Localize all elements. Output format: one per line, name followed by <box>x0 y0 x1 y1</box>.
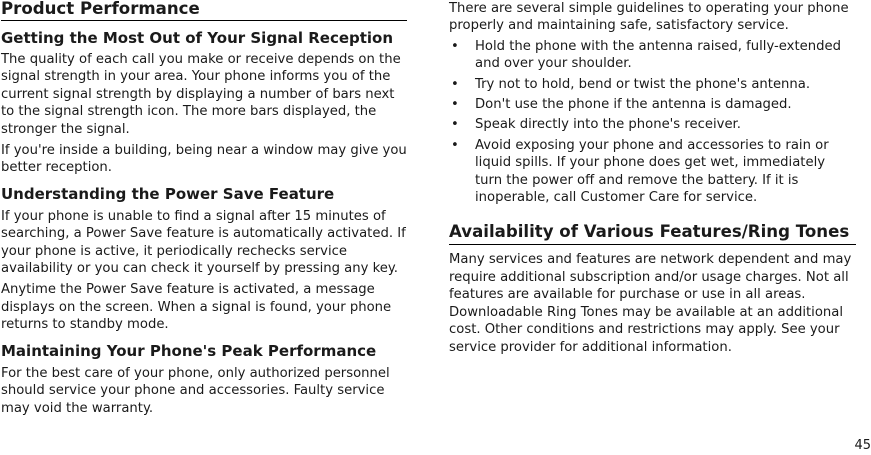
guidelines-list <box>449 38 856 207</box>
section-heading-signal-reception: Getting the Most Out of Your Signal Reception <box>1 29 394 47</box>
list-item-text: Avoid exposing your phone and accessories to rain or liquid spills. If your phone does get wet, immediately turn the power off and remove the battery. If it is inoperable, call Customer Care for service. <box>475 137 829 206</box>
list-item <box>449 38 856 73</box>
list-item <box>449 96 856 113</box>
list-item-text: Speak directly into the phone's receiver. <box>475 117 741 133</box>
bullet-icon: • <box>451 97 459 113</box>
list-item <box>449 116 856 133</box>
left-column <box>1 0 407 417</box>
section-title: Product Performance <box>1 0 407 21</box>
paragraph-power-save-message: Anytime the Power Save feature is activated, a message displays on the screen. When a signal is found, your phone returns to standby mode. <box>1 282 392 333</box>
section-heading-power-save: Understanding the Power Save Feature <box>1 184 335 203</box>
bullet-icon: • <box>451 38 459 54</box>
list-item <box>449 137 856 207</box>
paragraph-window-reception: If you're inside a building, being near a window may give you better reception. <box>1 143 407 176</box>
list-item-text: Don't use the phone if the antenna is damaged. <box>475 97 792 113</box>
section-title-features-ring-tones: Availability of Various Features/Ring Tones <box>449 223 856 245</box>
paragraph-authorized-service: For the best care of your phone, only authorized personnel should service your phone and accessories. Faulty service may void the warranty. <box>1 365 390 416</box>
list-item <box>449 76 856 93</box>
list-item-text: Hold the phone with the antenna raised, fully-extended and over your shoulder. <box>475 38 841 72</box>
paragraph-features-availability: Many services and features are network dependent and may require additional subscription and/or usage charges. Not all features are available for purchase or use in all areas. Downloadable Ring Tones may be available at an additional cost. Other conditions and restrictions may apply. See your service provider for additional information. <box>449 252 852 355</box>
bullet-icon: • <box>451 76 459 92</box>
list-item-text: Try not to hold, bend or twist the phone's antenna. <box>475 76 811 92</box>
bullet-icon: • <box>451 137 459 153</box>
page-number: 45 <box>854 438 871 453</box>
paragraph-guidelines-intro: There are several simple guidelines to operating your phone properly and maintaining safe, satisfactory service. <box>449 1 849 34</box>
section-heading-peak-performance: Maintaining Your Phone's Peak Performance <box>1 341 377 360</box>
right-column <box>449 0 856 356</box>
paragraph-signal-quality: The quality of each call you make or receive depends on the signal strength in your area. Your phone informs you of the current signal strength by displaying a number of bars next to the signal strength icon. The more bars displayed, the stronger the signal. <box>1 52 401 137</box>
bullet-icon: • <box>451 117 459 133</box>
paragraph-power-save-activation: If your phone is unable to find a signal after 15 minutes of searching, a Power Save feature is automatically activated. If your phone is active, it periodically rechecks service availability or you can check it yourself by pressing any key. <box>1 208 406 277</box>
